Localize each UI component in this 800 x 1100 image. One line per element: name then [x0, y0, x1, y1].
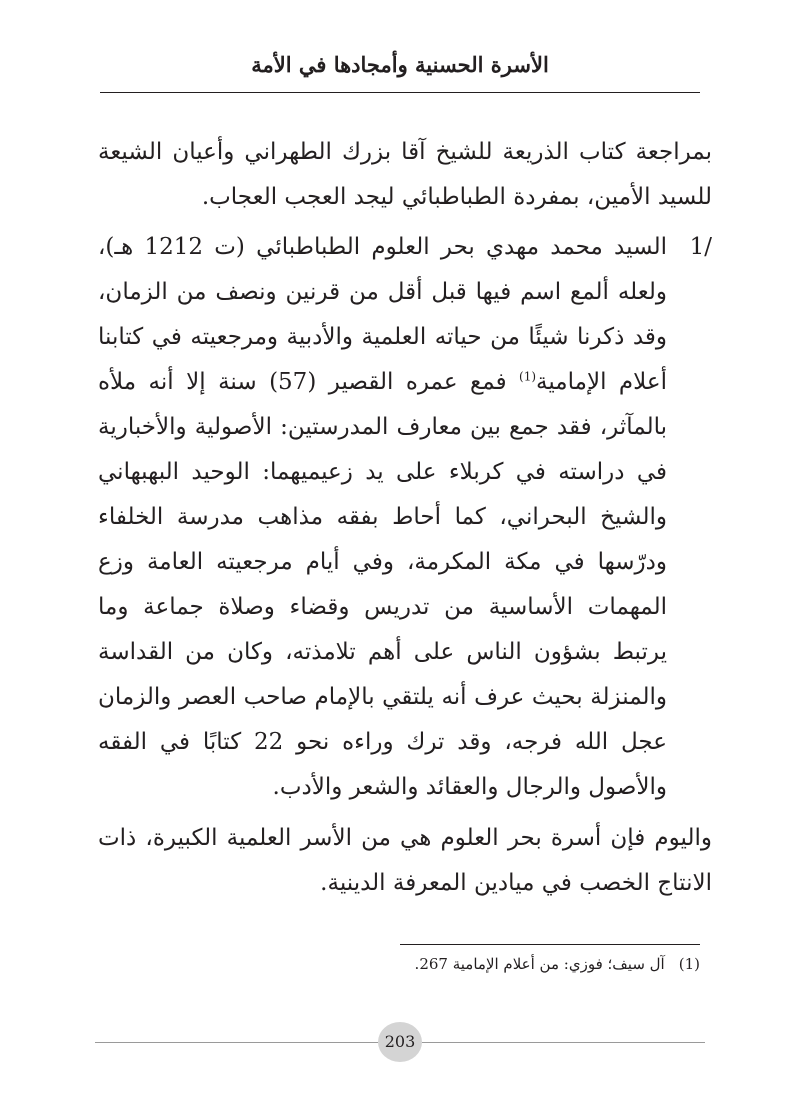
page-body — [98, 130, 712, 906]
item-text-part-1: السيد محمد مهدي بحر العلوم الطباطبائي (ت 1212 هـ)، ولعله ألمع اسم فيها قبل أقل من قرنين ونصف من الزمان، وقد ذكرنا شيئًا من حياته العلمية والأدبية ومرجعيته في كتابنا أعلام الإمامية — [98, 234, 667, 395]
footnote — [100, 955, 700, 973]
closing-paragraph: واليوم فإن أسرة بحر العلوم هي من الأسر العلمية الكبيرة، ذات الانتاج الخصب في ميادين المعرفة الدينية. — [98, 825, 712, 896]
footnote-number: (1) — [678, 955, 700, 973]
footnote-divider — [400, 944, 700, 945]
running-header: الأسرة الحسنية وأمجادها في الأمة — [251, 52, 549, 77]
footnote-text: آل سيف؛ فوزي: من أعلام الإمامية 267. — [414, 955, 665, 973]
list-item-1 — [98, 225, 712, 810]
page-number: 203 — [378, 1022, 422, 1062]
page-number-rule-right — [422, 1042, 705, 1043]
header-divider — [100, 92, 700, 93]
list-item-text — [98, 225, 667, 810]
footnote-marker[interactable]: (1) — [519, 369, 537, 384]
list-item-number: 1/ — [689, 234, 712, 260]
item-text-part-2: فمع عمره القصير (57) سنة إلا أنه ملأه بالمآثر، فقد جمع بين معارف المدرستين: الأصولية والأخبارية في دراسته في كربلاء على يد زعيميهما: الوحيد البهبهاني والشيخ البحراني، كما أحاط بفقه مذاهب مدرسة الخلفاء ودرّسها في مكة المكرمة، وفي أيام مرجعيته العامة وزع المهمات الأساسية من تدريس وقضاء وصلاة جماعة وما يرتبط بشؤون الناس على أهم تلامذته، وكان من القداسة والمنزلة بحيث عرف أنه يلتقي بالإمام صاحب العصر والزمان عجل الله فرجه، وقد ترك وراءه نحو 22 كتابًا في الفقه والأصول والرجال والعقائد والشعر والأدب. — [98, 369, 667, 800]
page-number-rule-left — [95, 1042, 378, 1043]
intro-paragraph: بمراجعة كتاب الذريعة للشيخ آقا بزرك الطهراني وأعيان الشيعة للسيد الأمين، بمفردة الطباطبائي ليجد العجب العجاب. — [98, 139, 712, 210]
